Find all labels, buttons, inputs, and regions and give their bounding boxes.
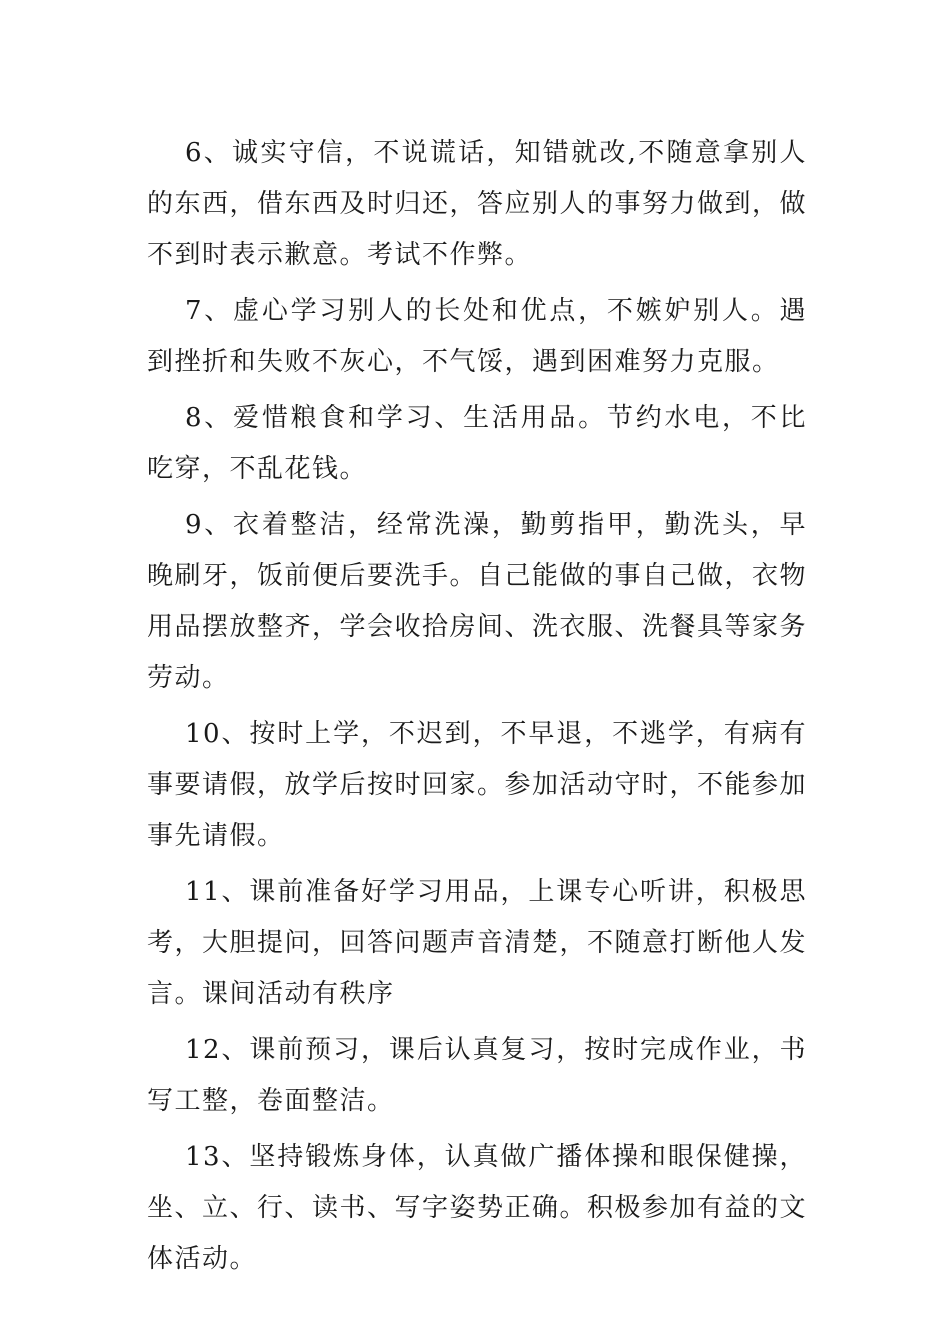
paragraph-7: 7、虚心学习别人的长处和优点，不嫉妒别人。遇到挫折和失败不灰心，不气馁，遇到困难努力克服。 [147, 296, 807, 377]
paragraph-6: 6、诚实守信，不说谎话，知错就改,不随意拿别人的东西，借东西及时归还，答应别人的事努力做到，做不到时表示歉意。考试不作弊。 [147, 138, 808, 270]
paragraph-8: 8、爱惜粮食和学习、生活用品。节约水电，不比吃穿，不乱花钱。 [147, 403, 807, 484]
document-body [147, 128, 807, 1290]
paragraph-12: 12、课前预习，课后认真复习，按时完成作业，书写工整，卷面整洁。 [147, 1035, 807, 1116]
paragraph-9: 9、衣着整洁，经常洗澡，勤剪指甲，勤洗头，早晚刷牙，饭前便后要洗手。自己能做的事自己做，衣物用品摆放整齐，学会收拾房间、洗衣服、洗餐具等家务劳动。 [147, 510, 808, 693]
paragraph-11: 11、课前准备好学习用品，上课专心听讲，积极思考，大胆提问，回答问题声音清楚，不随意打断他人发言。课间活动有秩序 [147, 877, 808, 1009]
paragraph-13: 13、坚持锻炼身体，认真做广播体操和眼保健操，坐、立、行、读书、写字姿势正确。积极参加有益的文体活动。 [147, 1142, 808, 1274]
paragraph-10: 10、按时上学，不迟到，不早退，不逃学，有病有事要请假，放学后按时回家。参加活动守时，不能参加事先请假。 [147, 719, 808, 851]
